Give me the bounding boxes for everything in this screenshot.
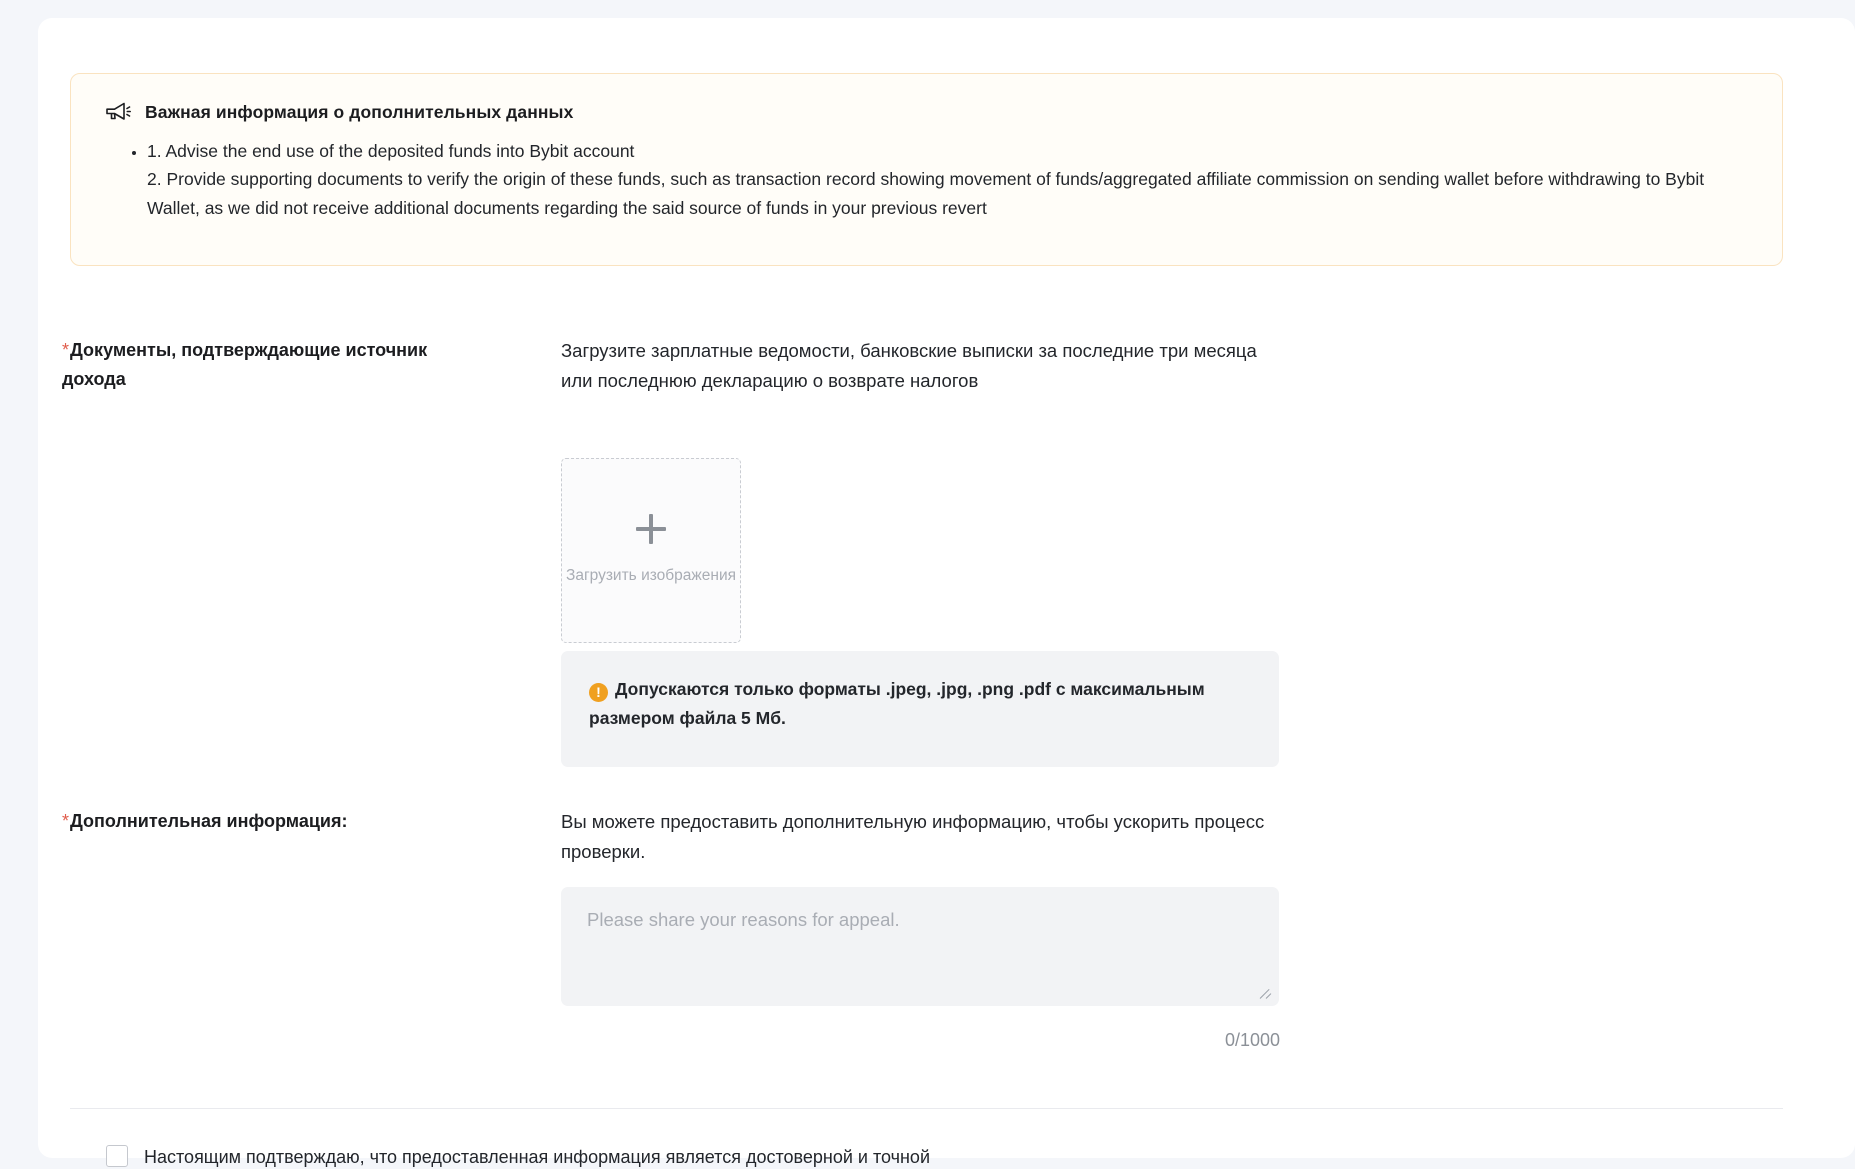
file-format-hint (561, 651, 1279, 767)
plus-icon (636, 514, 666, 544)
banner-list (105, 137, 1748, 222)
banner-item-1: 1. Advise the end use of the deposited funds into Bybit account (147, 141, 635, 161)
important-info-banner (70, 73, 1783, 266)
additional-info-label-text: Дополнительная информация: (70, 811, 348, 831)
upload-image-button[interactable] (561, 458, 741, 643)
banner-item-2: 2. Provide supporting documents to verify the origin of these funds, such as transaction record showing movement of funds/aggregated affiliate commission on sending wallet before withdrawing to Bybit Wallet, as we did not receive additional documents regarding the said source of funds in your previous revert (147, 169, 1705, 218)
file-format-hint-text (589, 675, 1251, 733)
warning-icon: ! (589, 683, 608, 702)
required-asterisk: * (62, 811, 70, 831)
confirmation-row[interactable] (106, 1145, 930, 1169)
list-item (147, 137, 1748, 222)
upload-image-label: Загрузить изображения (565, 567, 736, 585)
additional-info-label (62, 807, 482, 836)
file-format-hint-label: Допускаются только форматы .jpeg, .jpg, .png .pdf с максимальным размером файла 5 Мб. (589, 679, 1205, 729)
banner-header (105, 101, 1748, 123)
section-divider (70, 1108, 1783, 1109)
income-proof-label-text: Документы, подтверждающие источник дохода (62, 340, 428, 390)
character-counter: 0/1000 (1224, 1030, 1280, 1050)
appeal-form-card (38, 18, 1855, 1167)
income-proof-label (62, 336, 482, 394)
confirmation-label: Настоящим подтверждаю, что предоставленная информация является достоверной и точной (144, 1147, 930, 1167)
confirmation-checkbox[interactable] (106, 1145, 128, 1167)
banner-title: Важная информация о дополнительных данных (145, 101, 574, 122)
additional-info-description: Вы можете предоставить дополнительную информацию, чтобы ускорить процесс проверки. (561, 811, 1265, 862)
appeal-reason-textarea[interactable] (561, 887, 1279, 1006)
income-proof-description: Загрузите зарплатные ведомости, банковские выписки за последние три месяца или последнюю декларацию о возврате налогов (561, 340, 1257, 391)
megaphone-icon (105, 101, 131, 123)
required-asterisk: * (62, 340, 70, 360)
